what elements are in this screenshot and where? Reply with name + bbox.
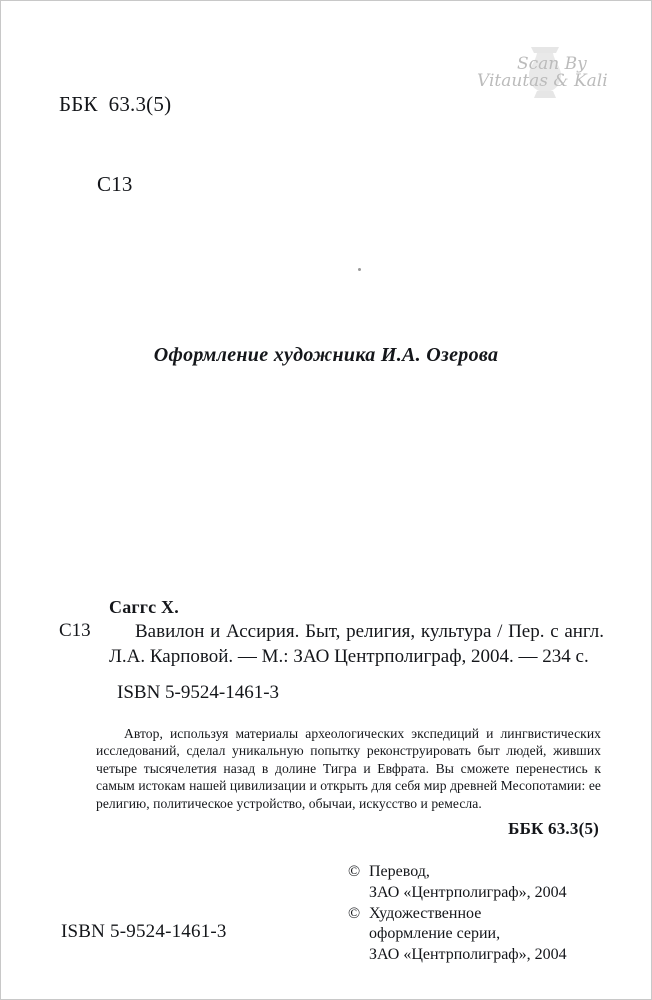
copyright-subject: Художественное <box>369 904 482 922</box>
scan-watermark <box>471 39 619 103</box>
copyright-first-line <box>348 862 567 883</box>
copyright-icon: © <box>348 904 361 922</box>
biblio-description: Вавилон и Ассирия. Быт, религия, культура / Пер. с англ. Л.А. Карповой. — М.: ЗАО Центрполиграф, 2004. — 234 с. <box>109 621 604 667</box>
copyright-entry <box>348 862 567 904</box>
bbk-code-top: ББК 63.3(5) <box>59 91 172 116</box>
biblio-isbn: ISBN 5-9524-1461-3 <box>117 682 280 704</box>
copyright-entry <box>348 904 567 966</box>
copyright-holder: ЗАО «Центрполиграф», 2004 <box>369 883 567 901</box>
copyright-block <box>348 862 567 966</box>
author-sign-top: С13 <box>97 172 133 197</box>
isbn-bottom: ISBN 5-9524-1461-3 <box>61 921 227 942</box>
biblio-author: Саггс Х. <box>109 597 179 617</box>
copyright-subject-continued: оформление серии, <box>369 925 501 943</box>
copyright-subject: Перевод, <box>369 863 430 880</box>
book-annotation: Автор, используя материалы археологических экспедиций и лингвистических исследований, сделал уникальную попытку реконструировать быт людей, живших четыре тысячелетия назад в долине Тигра и Евфрата. Вы сможете перенестись к самым истокам нашей цивилизации и открыть для себя мир древней Месопотамии: ее религию, политическое устройство, обычаи, искусство и ремесла. <box>96 726 601 811</box>
watermark-vase-shape <box>529 47 561 98</box>
designer-credit: Оформление художника И.А. Озерова <box>153 344 499 366</box>
copyright-holder: ЗАО «Центрполиграф», 2004 <box>369 946 567 964</box>
watermark-line-2: Vitautas & Kali <box>477 71 608 91</box>
scan-speck <box>358 268 361 271</box>
bibliographic-record <box>59 597 604 704</box>
copyright-icon: © <box>348 863 361 880</box>
watermark-line-1: Scan By <box>517 54 587 74</box>
bbk-code-bottom: ББК 63.3(5) <box>508 819 599 838</box>
copyright-first-line <box>348 904 567 925</box>
biblio-author-sign: С13 <box>59 620 91 641</box>
biblio-body <box>59 620 604 704</box>
classification-block-top <box>59 37 171 252</box>
